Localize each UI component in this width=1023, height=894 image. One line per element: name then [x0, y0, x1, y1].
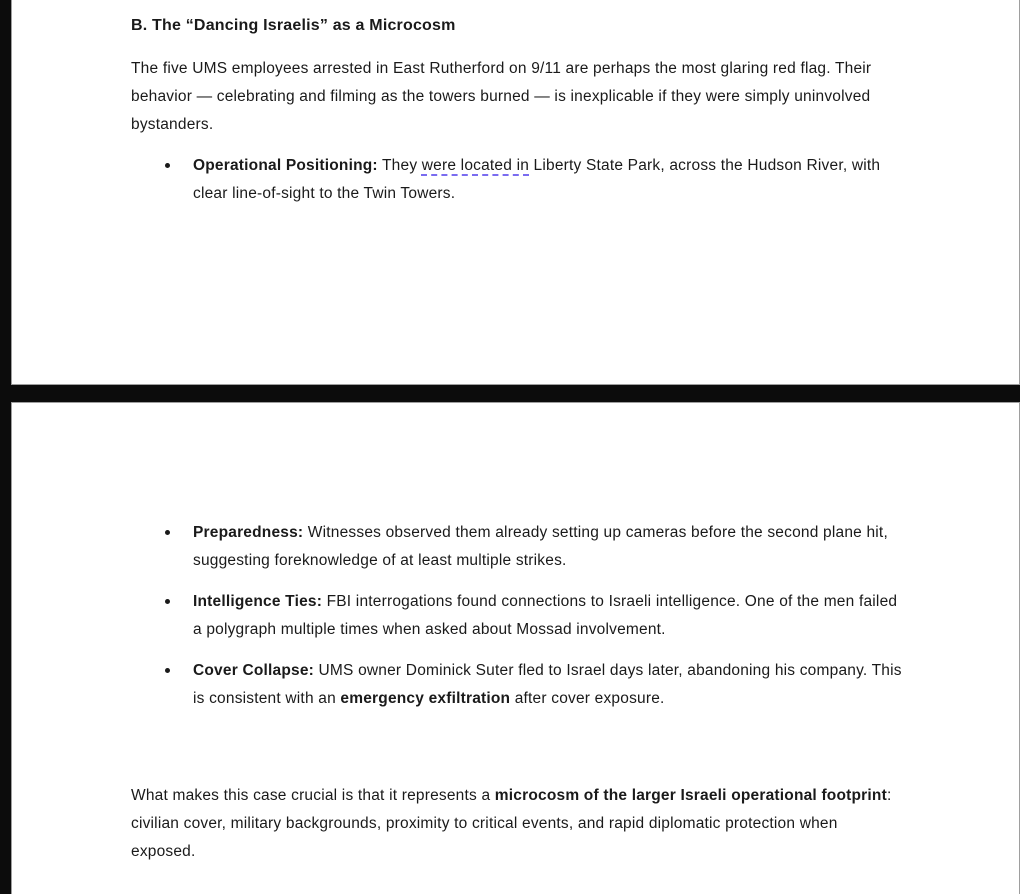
bullet-text: after cover exposure.: [510, 690, 665, 707]
bullet-text: UMS owner Dominick Suter fled to Israel days later, abandoning his company. This is consistent with an: [193, 662, 902, 707]
paragraph-text: : civilian cover, military backgrounds, proximity to critical events, and rapid diplomatic protection when exposed.: [131, 787, 892, 860]
page-1: [11, 0, 1020, 385]
closing-paragraph: [131, 782, 903, 866]
list-item-intelligence-ties: [131, 588, 903, 644]
list-item-operational-positioning: [131, 152, 903, 208]
bullet-text: Witnesses observed them already setting up cameras before the second plane hit, suggesting foreknowledge of at least multiple strikes.: [193, 524, 888, 569]
bullet-text: They: [377, 157, 422, 174]
bullet-text: Liberty State Park, across the Hudson River, with clear line-of-sight to the Twin Towers.: [193, 157, 881, 202]
list-item-cover-collapse: [131, 657, 903, 713]
bullet-label: Intelligence Ties:: [193, 593, 323, 610]
bold-phrase: emergency exfiltration: [340, 690, 511, 707]
section-heading: B. The “Dancing Israelis” as a Microcosm: [131, 17, 456, 34]
intro-paragraph: The five UMS employees arrested in East Rutherford on 9/11 are perhaps the most glaring red flag. Their behavior — celebrating and filming as the towers burned — is inexplicable if they were simply uninvolved bystanders.: [131, 60, 872, 133]
page-break-gap: [0, 385, 1020, 402]
grammar-suggestion-text[interactable]: were located in: [421, 157, 530, 174]
bullet-label: Preparedness:: [193, 524, 304, 541]
bullet-label: Cover Collapse:: [193, 662, 315, 679]
bullet-list-page1: [131, 152, 903, 221]
list-item-preparedness: [131, 519, 903, 575]
bold-phrase: microcosm of the larger Israeli operational footprint: [494, 787, 887, 804]
page-2: [11, 402, 1020, 894]
bullet-list-page2: [131, 519, 903, 726]
bullet-text: FBI interrogations found connections to Israeli intelligence. One of the men failed a polygraph multiple times when asked about Mossad involvement.: [193, 593, 898, 638]
bullet-label: Operational Positioning:: [193, 157, 378, 174]
paragraph-text: What makes this case crucial is that it represents a: [131, 787, 495, 804]
